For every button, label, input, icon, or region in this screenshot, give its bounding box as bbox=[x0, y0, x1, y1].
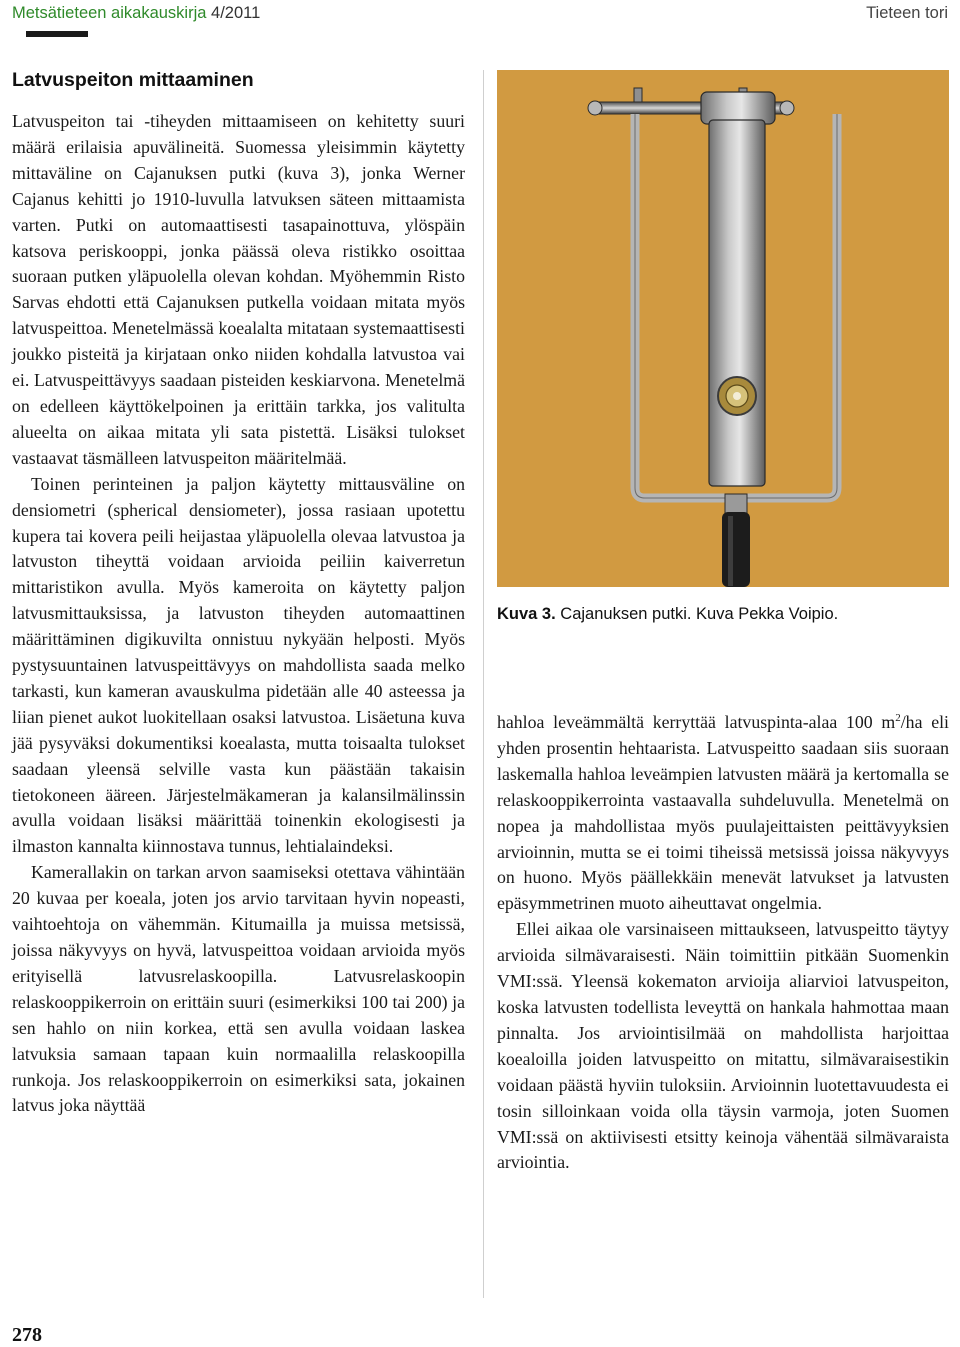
journal-title bbox=[12, 4, 260, 23]
left-column-text bbox=[12, 109, 465, 1119]
crossbar-knob-right bbox=[780, 101, 794, 115]
section-label: Tieteen tori bbox=[866, 4, 948, 22]
paragraph: Kamerallakin on tarkan arvon saamiseksi otettava vähintään 20 kuvaa per koeala, joten jos arvio tarvitaan hyvin nopeasti, vaihtoehtoja on vähemmän. Kitumailla ja muissa metsissä, joissa näkyvyys on hyvä, latvuspeittoa voidaan arvioida myös erityisellä latvusrelaskoopilla. Latvusrelaskoopin relaskooppikerroin on erittäin suuri (esimerkiksi 100 tai 200) ja sen hahlo on niin korkea, että sen avulla voidaan laskea latvuksia samaan tapaan kuin normaalilla relaskoopilla runkoja. Jos relaskooppikerroin on esimerkiksi sata, jokainen latvus joka näyttää bbox=[12, 862, 465, 1116]
journal-name: Metsätieteen aikakauskirja bbox=[12, 4, 207, 22]
figure-label: Kuva 3. bbox=[497, 605, 556, 623]
tube bbox=[709, 120, 765, 486]
paragraph bbox=[497, 710, 949, 917]
column-divider bbox=[483, 70, 484, 1298]
right-column bbox=[497, 710, 949, 1176]
paragraph: Latvuspeiton tai -tiheyden mittaamiseen on kehitetty suuri määrä erilaisia apuvälineitä. Suomessa yleisimmin käytetty mittaväline on Cajanuksen putki (kuva 3), jonka Werner Cajanus kehitti jo 1910-luvulla latvuksen säteen mittaamista varten. Putki on automaattisesti tasapainottuva, ylöspäin katsova periskooppi, jonka päässä oleva ristikko osoittaa suoraan putken yläpuolella olevan kohdan. Myöhemmin Risto Sarvas ehdotti että Cajanuksen putkella voidaan mitata myös latvuspeittoa. Menetelmässä koealalta mitataan systemaattisesti joukko pisteitä ja kirjataan onko niiden kohdalla latvustoa vai ei. Latvuspeittävyys saadaan pisteiden keskiarvona. Menetelmä on edelleen käyttökelpoinen ja erittäin tarkka, jos valitulta alueelta on aikaa mitata yli sata pistettä. Lisäksi tulokset vastaavat täsmälleen latvuspeiton määritelmää. bbox=[12, 111, 465, 468]
paragraph: Toinen perinteinen ja paljon käytetty mittausväline on densiometri (spherical densiometer), jossa rasiaan upotettu kupera tai kovera peili heijastaa yläpuolella olevaa latvustoa ja latvuston tiheyttä voidaan arvioida peiliin kaiverretun mittaristikon avulla. Myös kameroita on käytetty paljon latvusmittauksissa, ja latvuston tiheyden automaattinen määrittäminen digikuvilta onnistuu nykyään helposti. Myös pystysuuntainen latvuspeittävyys on mahdollista saada melko tarkasti, kun kameran avauskulma pidetään alle 40 asteessa ja liian pienet aukot luokitellaan osaksi latvustoa. Lisäetuna kuva jää pysyväksi dokumentiksi koealasta, mutta toisaalta tulokset saadaan yleensä selville vasta kun päästään takaisin tietokoneen ääreen. Järjestelmäkameran ja kalansilmälinssin avulla voidaan lisäksi määrittää toinenkin ekologisesti ja ilmaston kannalta kiinnostava tunnus, lehtialaindeksi. bbox=[12, 473, 465, 857]
figure-caption-text: Cajanuksen putki. Kuva Pekka Voipio. bbox=[560, 605, 839, 623]
paragraph: Ellei aikaa ole varsinaiseen mittaukseen, latvuspeitto täytyy arvioida silmävaraisesti. Näin toimittiin pitkään Suomenkin VMI:ssä. Yleensä kokematon arvioija aliarvioi latvuspeiton, koska latvusten todellista leveyttä on hankala hahmottaa maan pinnalta. Jos arviointisilmää on mahdollista harjoittaa koealoilla joiden latvuspeitto on mitattu, silmävaraisestikin voidaan päästä hyviin tuloksiin. Arvioinnin luotettavuudesta ei tosin silloinkaan voida olla täysin varmoja, joten Suomen VMI:ssä on aktiivisesti etsitty keinoja vähentää silmävaraista arviointia. bbox=[497, 919, 949, 1173]
journal-issue: 4/2011 bbox=[211, 4, 261, 22]
page-header bbox=[12, 0, 948, 44]
page-number: 278 bbox=[12, 1324, 42, 1346]
text-run: /ha eli yhden prosentin hehtaarista. Latvuspeitto saadaan siis suoraan laskemalla hahloa leveämpien latvusten määrä ja kertomalla se relaskooppikerrointa vastaavalla suhdeluvulla. Menetelmä on nopea ja mahdollistaa myös puulajeittaisten peittävyyksien arvioinnin, mutta se ei toimi tiheissä metsissä joissa näkyvyys on huono. Myös päällekkäin menevät latvukset ja latvusten epäsymmetrinen muoto aiheuttavat ongelmia. bbox=[497, 712, 949, 914]
figure-caption bbox=[497, 603, 949, 625]
handle-grip bbox=[722, 512, 750, 587]
tube-collar bbox=[701, 92, 775, 124]
cajanus-tube-illustration bbox=[497, 70, 949, 587]
header-divider-bar bbox=[26, 31, 88, 37]
crossbar-knob-left bbox=[588, 101, 602, 115]
text-run: hahloa leveämmältä kerryttää latvuspinta-alaa 100 m bbox=[497, 712, 896, 732]
superscript: 2 bbox=[895, 712, 901, 725]
article-heading: Latvuspeiton mittaaminen bbox=[12, 69, 254, 91]
figure-photo-cajanus-tube bbox=[497, 70, 949, 587]
pivot bbox=[725, 494, 747, 514]
left-column bbox=[12, 66, 465, 1119]
